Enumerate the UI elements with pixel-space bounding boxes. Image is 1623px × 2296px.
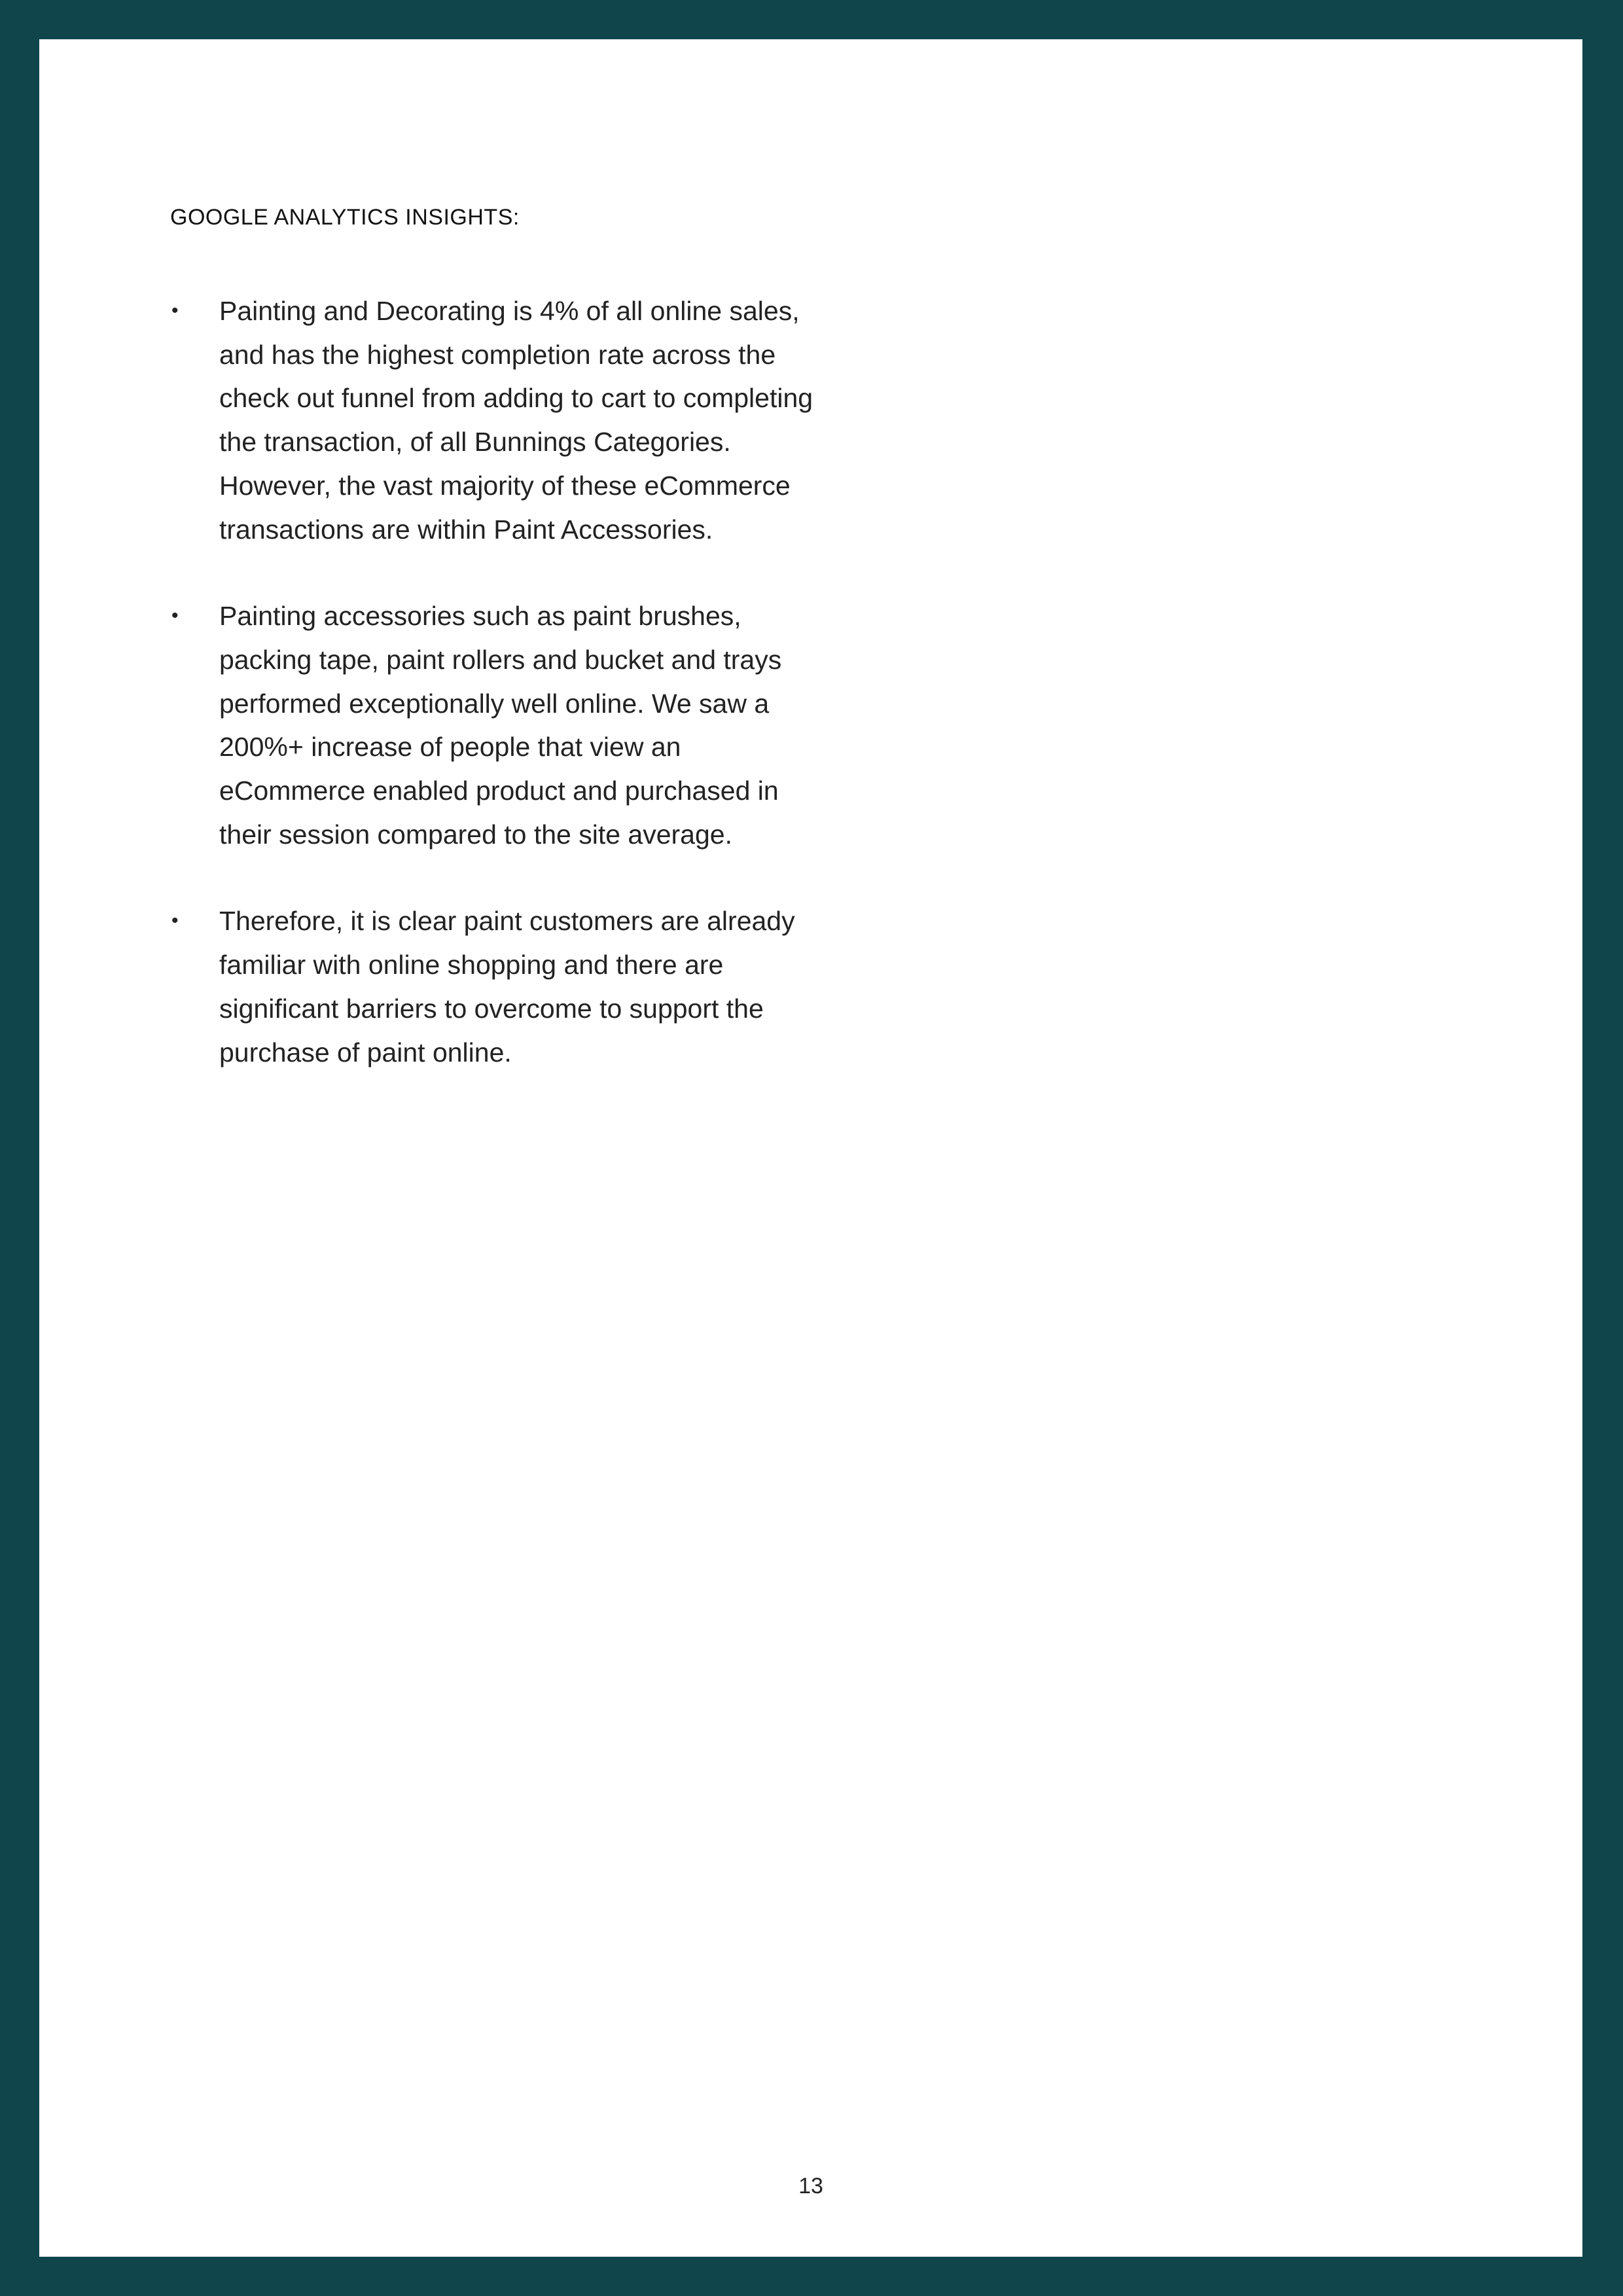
- page-number: 13: [798, 2174, 823, 2198]
- bullet-icon: •: [171, 910, 179, 932]
- page-content: [170, 203, 825, 1117]
- list-item: [170, 899, 821, 1074]
- list-item: [170, 289, 821, 551]
- list-item-text: Painting accessories such as paint brushes, packing tape, paint rollers and bucket and trays performed exceptionally well online. We saw a 200%+ increase of people that view an eCommerce enabled product and purchased in their session compared to the site average.: [219, 601, 782, 850]
- list-item-text: Painting and Decorating is 4% of all online sales, and has the highest completion rate across the check out funnel from adding to cart to completing the transaction, of all Bunnings Categories. However, the vast majority of these eCommerce transactions are within Paint Accessories.: [219, 296, 813, 545]
- list-item: [170, 594, 821, 856]
- list-item-text: Therefore, it is clear paint customers are already familiar with online shopping and there are significant barriers to overcome to support the purchase of paint online.: [219, 906, 795, 1067]
- bullet-icon: •: [171, 300, 179, 321]
- bullet-icon: •: [171, 605, 179, 627]
- insights-list: [170, 289, 825, 1074]
- section-heading: GOOGLE ANALYTICS INSIGHTS:: [170, 205, 520, 230]
- document-page: [39, 39, 1582, 2257]
